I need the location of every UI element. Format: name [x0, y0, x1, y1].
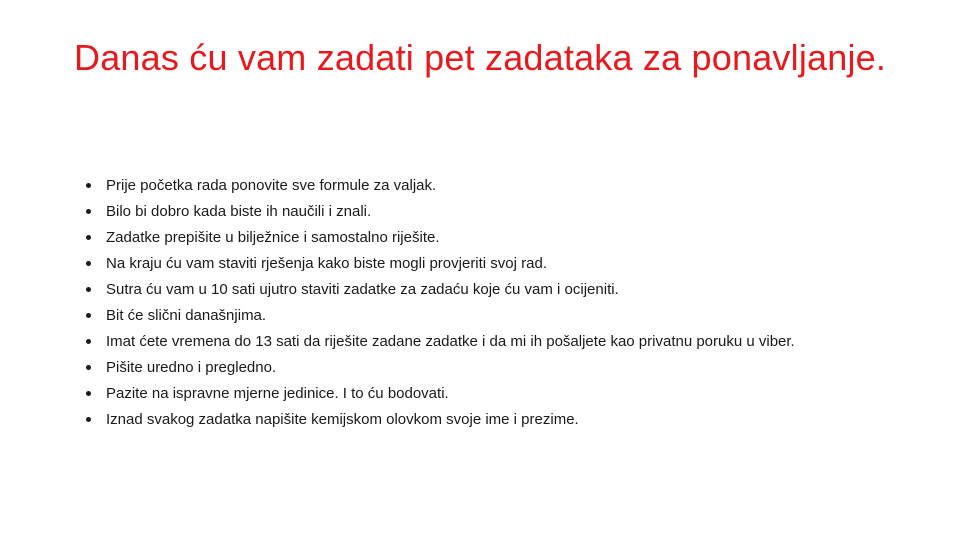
list-item [86, 407, 946, 433]
list-item [86, 199, 946, 225]
bullet-text: Na kraju ću vam staviti rješenja kako biste mogli provjeriti svoj rad. [106, 255, 547, 272]
list-item [86, 355, 946, 381]
bullet-text: Prije početka rada ponovite sve formule za valjak. [106, 177, 437, 194]
bullet-icon [86, 313, 91, 318]
bullet-text: Imat ćete vremena do 13 sati da riješite zadane zadatke i da mi ih pošaljete kao privatnu poruku u viber. [106, 333, 795, 350]
bullet-icon [86, 183, 91, 188]
list-item [86, 251, 946, 277]
bullet-icon [86, 209, 91, 214]
bullet-list [86, 173, 946, 433]
bullet-icon [86, 261, 91, 266]
bullet-icon [86, 417, 91, 422]
list-item [86, 173, 946, 199]
list-item [86, 277, 946, 303]
bullet-text: Bilo bi dobro kada biste ih naučili i znali. [106, 203, 372, 220]
list-item [86, 329, 946, 355]
list-item [86, 303, 946, 329]
bullet-text: Pazite na ispravne mjerne jedinice. I to ću bodovati. [106, 385, 449, 402]
bullet-text: Sutra ću vam u 10 sati ujutro staviti zadatke za zadaću koje ću vam i ocijeniti. [106, 281, 619, 298]
bullet-icon [86, 235, 91, 240]
list-item [86, 225, 946, 251]
bullet-icon [86, 287, 91, 292]
bullet-icon [86, 339, 91, 344]
bullet-text: Zadatke prepišite u bilježnice i samostalno riješite. [106, 229, 440, 246]
bullet-icon [86, 391, 91, 396]
bullet-text: Pišite uredno i pregledno. [106, 359, 277, 376]
slide-title: Danas ću vam zadati pet zadataka za ponavljanje. [74, 37, 887, 78]
bullet-text: Bit će slični današnjima. [106, 307, 267, 324]
list-item [86, 381, 946, 407]
bullet-text: Iznad svakog zadatka napišite kemijskom olovkom svoje ime i prezime. [106, 411, 579, 428]
bullet-icon [86, 365, 91, 370]
